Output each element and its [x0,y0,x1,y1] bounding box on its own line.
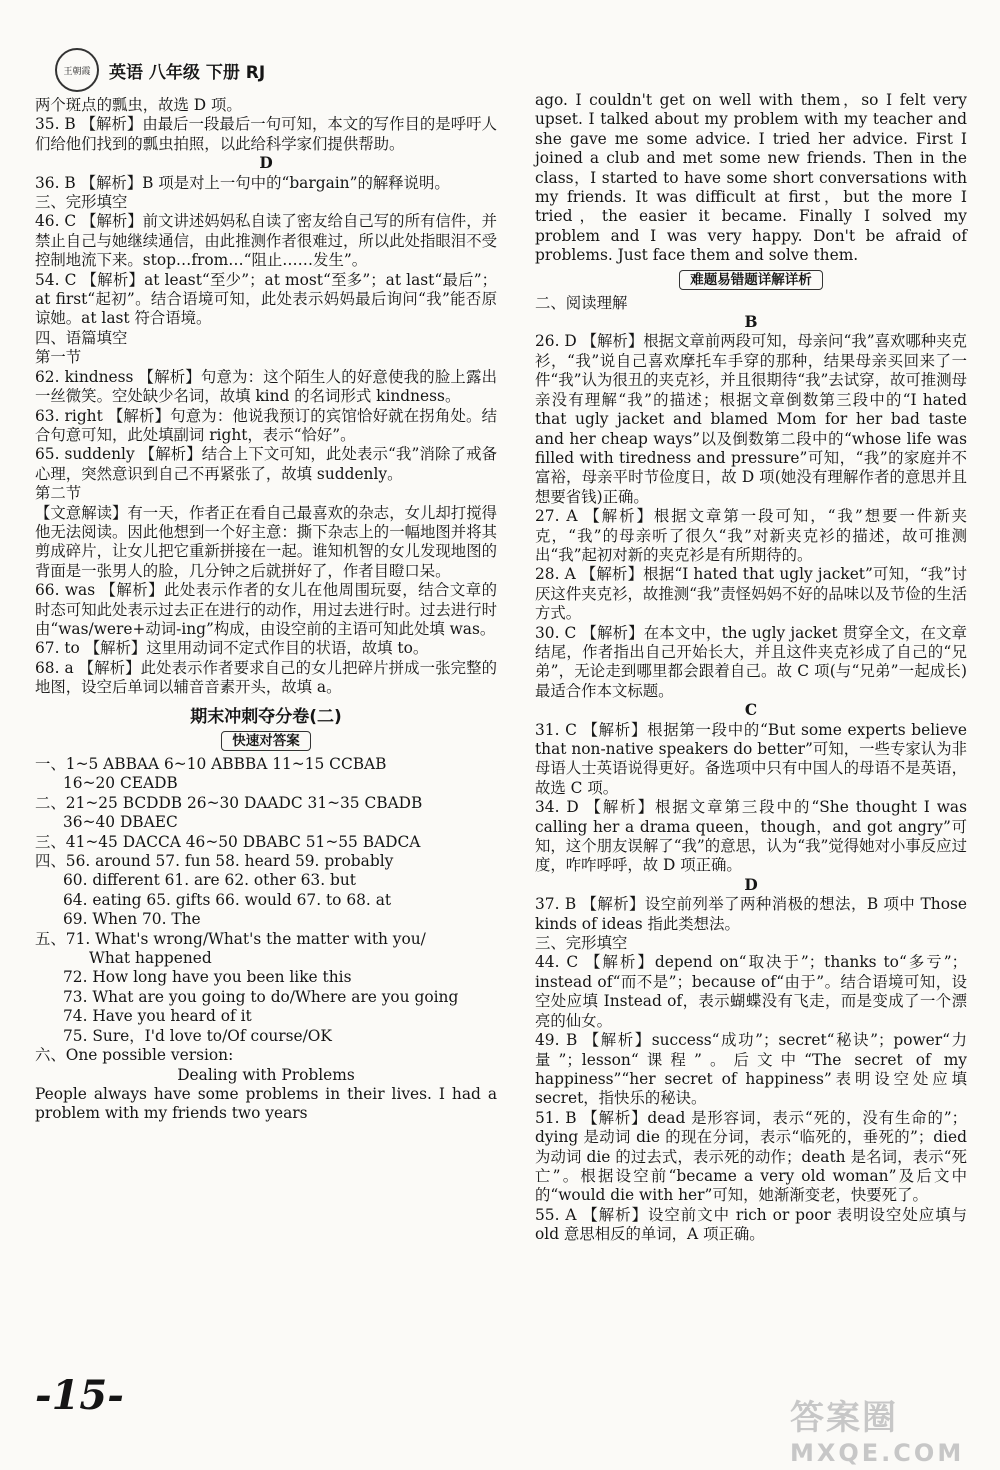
text-paragraph: 36. B 【解析】B 项是对上一句中的“bargain”的解释说明。 [35,173,450,192]
answer-line: 74. Have you heard of it [63,1007,252,1026]
text-paragraph: 【文意解读】有一天，作者正在看自己最喜欢的杂志，女儿却打搅得他无法阅读。因此他想到一个好主意：撕下杂志上的一幅地图并将其剪成碎片，让女儿把它重新拼接在一起。谁知机智的女儿发现地图的背面是一张男人的脸，几分钟之后就拼好了，作者目瞪口呆。 [35,503,497,580]
text-paragraph: 第一节 [35,348,82,367]
section-letter: B [744,313,758,332]
right-column [535,91,967,1245]
left-column [35,96,497,1124]
text-paragraph: 三、完形填空 [35,193,128,212]
logo-text: 王朝霞 [63,66,91,77]
answer-line: 73. What are you going to do/Where are you going [63,987,459,1006]
text-paragraph: ago. I couldn't get on well with them，so I felt very upset. I talked about my problem with my teacher and she gave me some advice. I tried her advice. First I joined a club and met some new friends. Then in the class，I started to have some short conversations with my friends. It was difficult at first，but the more I tried，the easier it became. Finally I solved my problem and I was very happy. Don't be afraid of problems. Just face them and solve them. [535,91,967,265]
text-paragraph: 51. B 【解析】dead 是形容词，表示“死的，没有生命的”；dying 是动词 die 的现在分词，表示“临死的，垂死的”；died 为动词 die 的过去式，表示死的动作；death 是名词，表示“死亡”。根据设空前“became a very old woman”及后文中的“would die with her”可知，她渐渐变老，快要死了。 [535,1108,967,1205]
text-paragraph: 49. B 【解析】success“成功”；secret“秘诀”；power“力量”；lesson“课程”。后文中“The secret of my happiness”“her secret of happiness”表明设空处应填 secret，指快乐的秘诀。 [535,1031,967,1108]
text-paragraph: 三、41~45 DACCA 46~50 DBABC 51~55 BADCA [35,832,421,851]
text-paragraph: 31. C 【解析】根据第一段中的“But some experts believe that non-native speakers do better”可知，一些专家认为非母语人士英语说得更好。备选项中只有中国人的母语不是英语，故选 C 项。 [535,720,967,797]
answer-line: 16~20 CEADB [63,774,178,793]
section-letter: D [259,154,273,173]
banner-label: 难题易错题详解详析 [679,270,823,290]
answer-line: 75. Sure，I'd love to/Of course/OK [63,1026,332,1045]
text-paragraph: 68. a 【解析】此处表示作者要求自己的女儿把碎片拼成一张完整的地图，设空后单词以辅音音素开头，故填 a。 [35,658,497,697]
text-paragraph: 34. D 【解析】根据文章第三段中的“She thought I was calling her a drama queen，though，and got angry”可知，这个朋友误解了“我”的意思，认为“我”觉得她对小事反应过度，咋咋呼呼，故 D 项正确。 [535,798,967,875]
text-paragraph: 35. B 【解析】由最后一段最后一句可知，本文的写作目的是呼吁人们给他们找到的瓢虫拍照，以此给科学家们提供帮助。 [35,115,497,153]
text-paragraph: 30. C 【解析】在本文中，the ugly jacket 贯穿全文，在文章结尾，作者指出自己开始长大，并且这件夹克衫成了自己的“兄弟”，无论走到哪里都会跟着自己。故 C 项(与“兄弟”一起成长)最适合作本文标题。 [535,623,967,700]
section-letter: C [744,701,758,720]
text-paragraph: 66. was 【解析】此处表示作者的女儿在他周围玩耍，结合文章的时态可知此处表示过去正在进行的动作，用过去进行时。过去进行时由“was/were+动词-ing”构成，由设空前的主语可知此处填 was。 [35,581,497,638]
text-paragraph: 三、完形填空 [535,934,628,953]
text-paragraph: 六、One possible version: [35,1046,234,1065]
text-paragraph: 四、语篇填空 [35,328,128,347]
page-header [55,48,265,92]
text-paragraph: 两个斑点的瓢虫，故选 D 项。 [35,96,242,114]
text-paragraph: 63. right 【解析】句意为：他说我预订的宾馆恰好就在拐角处。结合句意可知，此处填副词 right，表示“恰好”。 [35,406,497,444]
section-banner [35,731,497,751]
text-paragraph: 67. to 【解析】这里用动词不定式作目的状语，故填 to。 [35,639,429,658]
watermark-url: MXQE.COM [790,1439,965,1467]
essay-title: Dealing with Problems [177,1065,355,1084]
exam-title: 期末冲刺夺分卷(二) [190,706,342,727]
book-title: 英语 八年级 下册 RJ [109,62,266,83]
text-paragraph: 54. C 【解析】at least“至少”；at most“至多”；at last“最后”；at first“起初”。结合语境可知，此处表示妈妈最后询问“我”能否原谅她。at last 符合语境。 [35,270,497,328]
text-paragraph: 37. B 【解析】设空前列举了两种消极的想法，B 项中 Those kinds of ideas 指此类想法。 [535,895,967,933]
watermark [790,1390,964,1467]
answer-line: 36~40 DBAEC [63,813,178,832]
answer-line: 72. How long have you been like this [63,968,352,987]
text-paragraph: 第二节 [35,484,82,503]
text-paragraph: 55. A 【解析】设空前文中 rich or poor 表明设空处应填与 old 意思相反的单词，A 项正确。 [535,1205,967,1244]
banner-label: 快速对答案 [221,731,311,751]
answer-line: What happened [89,949,212,968]
answer-line: 69. When 70. The [63,910,201,929]
section-letter: D [744,875,758,894]
text-paragraph: 28. A 【解析】根据“I hated that ugly jacket”可知，“我”讨厌这件夹克衫，故推测“我”责怪妈妈不好的品味以及节俭的生活方式。 [535,565,967,623]
text-paragraph: 62. kindness 【解析】句意为：这个陌生人的好意使我的脸上露出一丝微笑。空处缺少名词，故填 kind 的名词形式 kindness。 [35,367,497,406]
text-paragraph: 五、71. What's wrong/What's the matter with you/ [35,929,426,948]
answer-line: 60. different 61. are 62. other 63. but [63,871,356,890]
text-paragraph: 27. A 【解析】根据文章第一段可知，“我”想要一件新夹克，“我”的母亲听了很久“我”对新夹克衫的描述，故可推测出“我”起初对新的夹克衫是有所期待的。 [535,507,967,564]
watermark-title: 答案圈 [790,1398,898,1438]
answer-line: 64. eating 65. gifts 66. would 67. to 68. at [63,890,392,909]
text-paragraph: 一、1~5 ABBAA 6~10 ABBBA 11~15 CCBAB [35,755,387,773]
text-paragraph: 二、21~25 BCDDB 26~30 DAADC 31~35 CBADB [35,793,423,812]
text-paragraph: People always have some problems in their lives. I had a problem with my friends two years [35,1084,497,1123]
page-number: -15- [35,1372,124,1419]
text-paragraph: 46. C 【解析】前文讲述妈妈私自读了密友给自己写的所有信件，并禁止自己与她继续通信，由此推测作者很难过，所以此处指眼泪不受控制地流下来。stop…from…“阻止……发生”。 [35,212,497,270]
text-paragraph: 65. suddenly 【解析】结合上下文可知，此处表示“我”消除了戒备心理，突然意识到自己不再紧张了，故填 suddenly。 [35,445,497,483]
text-paragraph: 44. C 【解析】depend on“取决于”；thanks to“多亏”；instead of“而不是”；because of“由于”。结合语境可知，设空处应填 Instead of，表示蝴蝶没有飞走，而是变成了一个漂亮的仙女。 [535,953,967,1030]
section-banner [535,270,967,290]
brand-logo [55,48,99,92]
text-paragraph: 26. D 【解析】根据文章前两段可知，母亲问“我”喜欢哪种夹克衫，“我”说自己喜欢摩托车手穿的那种，结果母亲买回来了一件“我”认为很丑的夹克衫，并且很期待“我”去试穿，故可推测母亲没有理解“我”的描述；根据文章倒数第三段中的“I hated that ugly jacket and blamed Mom for her bad taste and her cheap ways”以及倒数第二段中的“whose life was filled with tiredness and pressure”可知，“我”的家庭并不富裕，母亲平时节俭度日，故 D 项(她没有理解作者的意思并且想要省钱)正确。 [535,332,967,506]
text-paragraph: 四、56. around 57. fun 58. heard 59. probably [35,852,394,871]
text-paragraph: 二、阅读理解 [535,293,628,312]
